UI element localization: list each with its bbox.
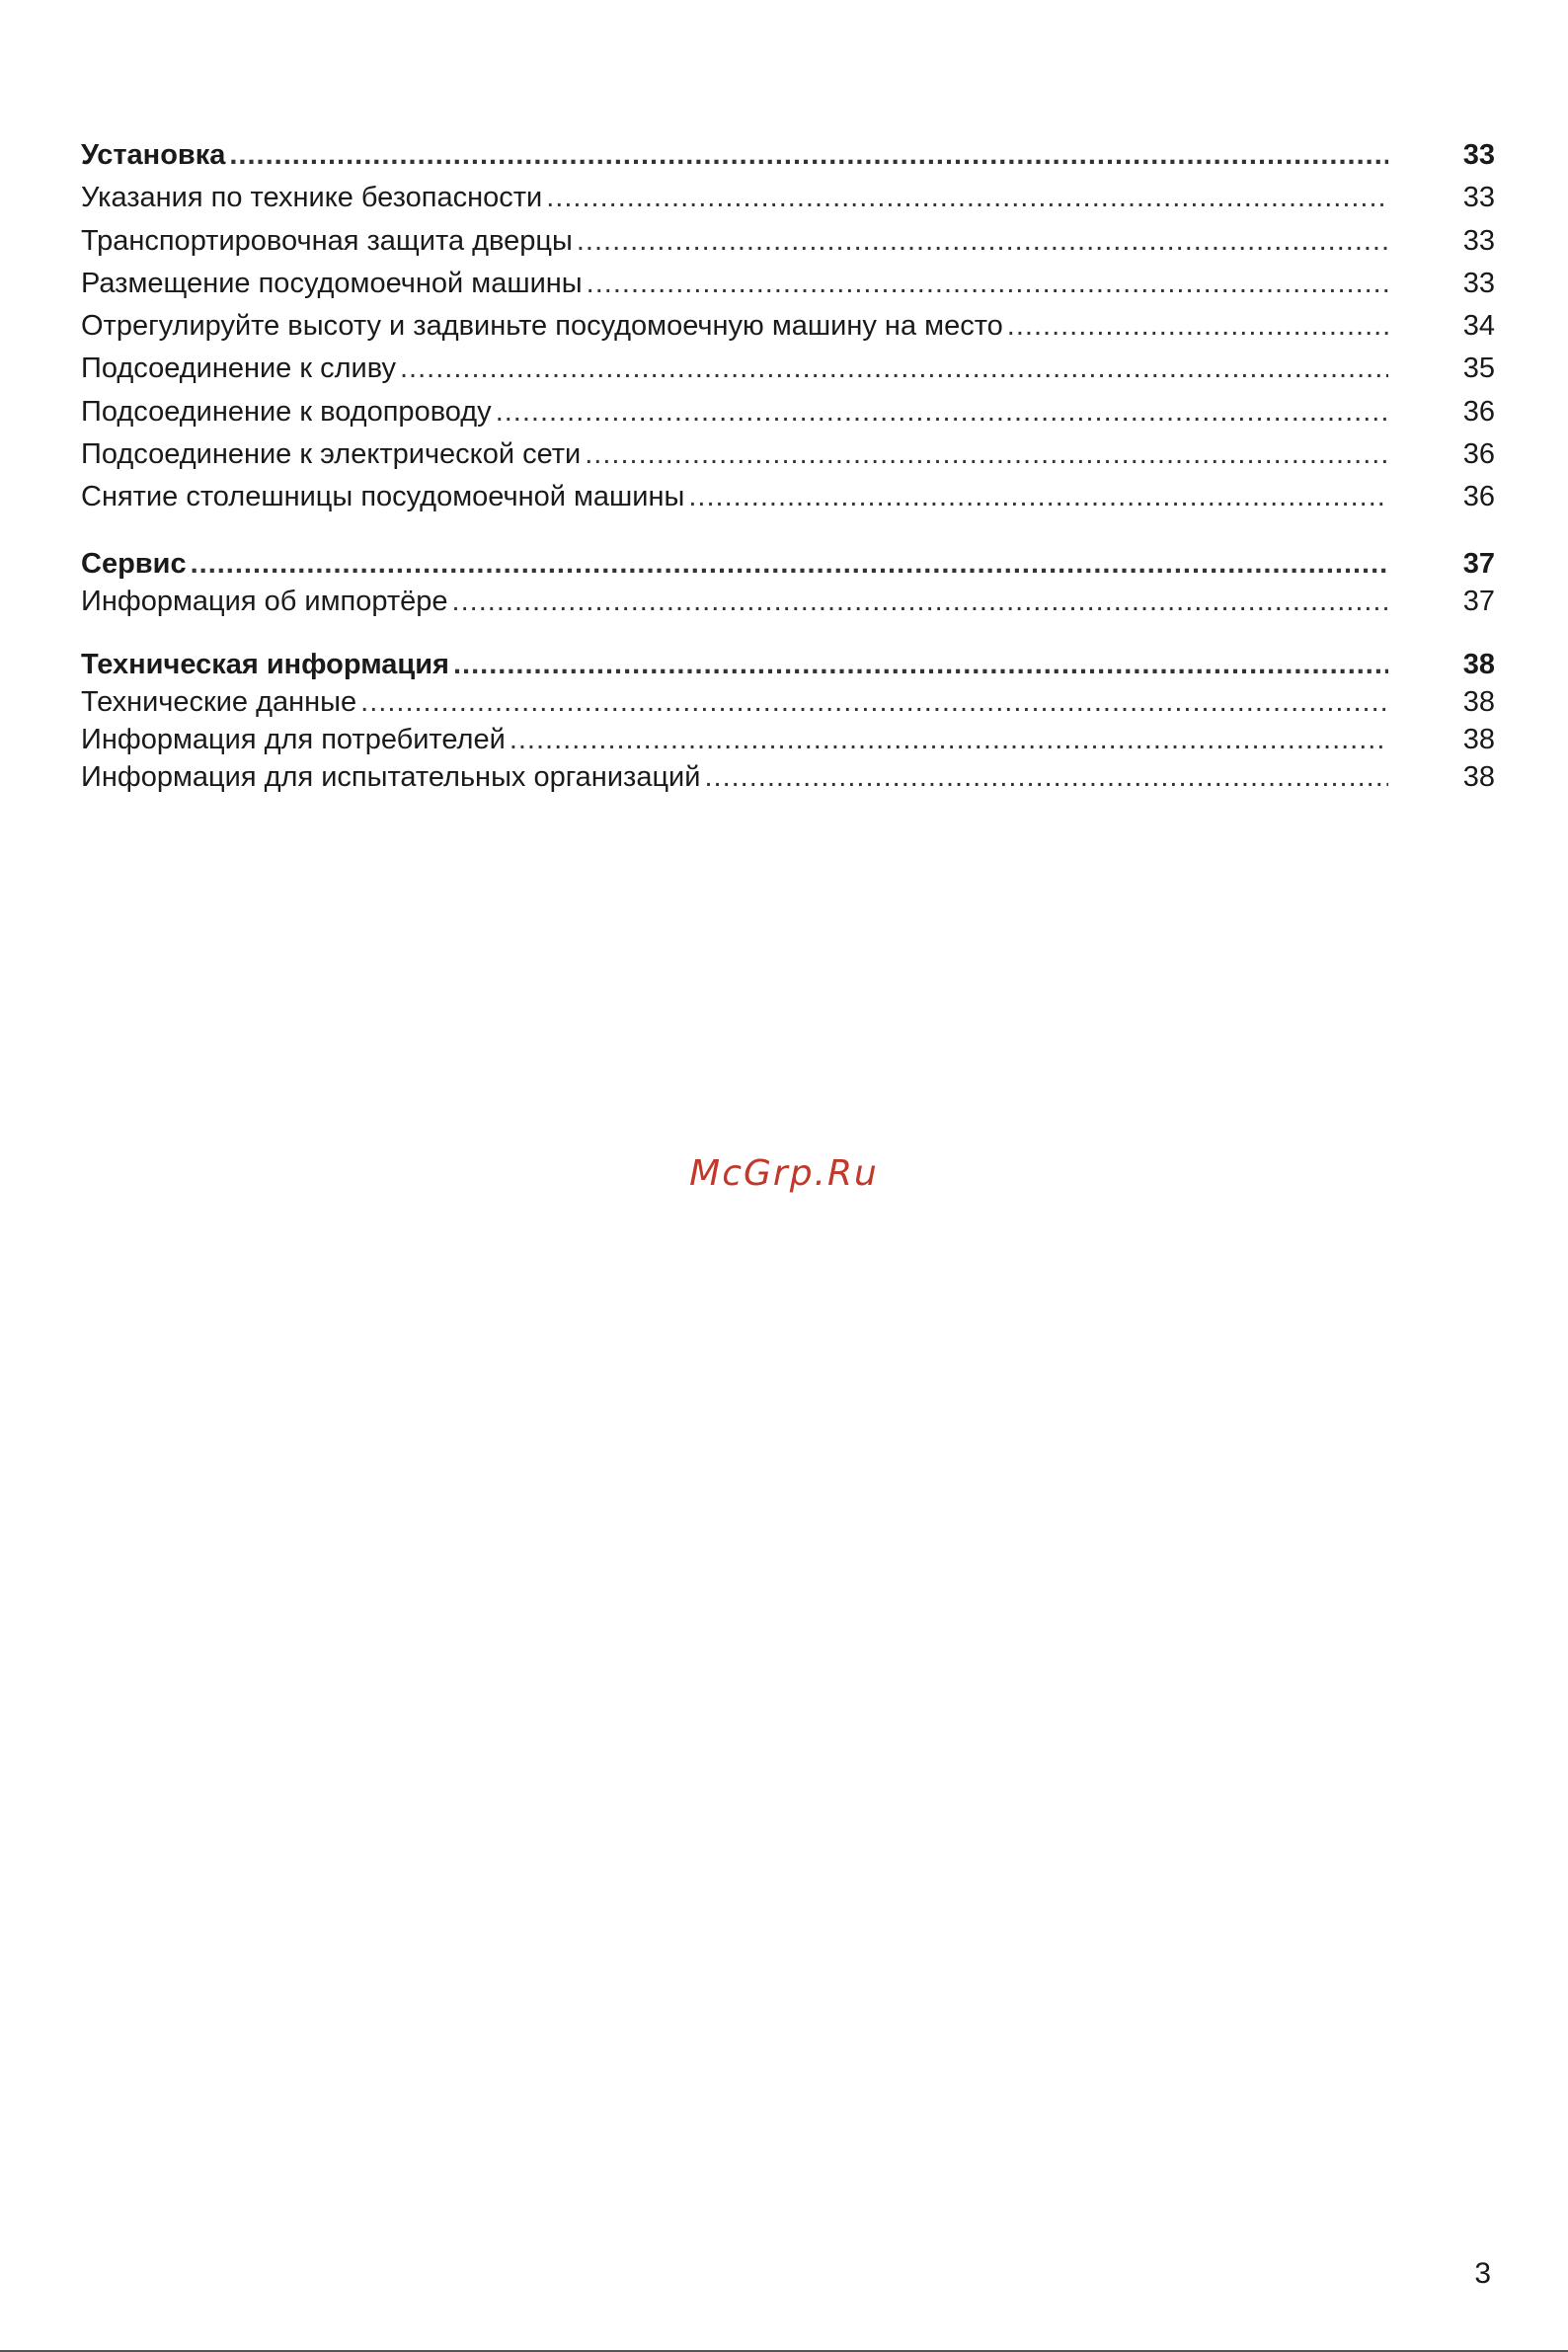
toc-heading-title: Техническая информация bbox=[81, 648, 449, 680]
toc-item-page: 37 bbox=[1462, 585, 1495, 617]
toc-item-page: 36 bbox=[1462, 481, 1495, 513]
toc-item[interactable] bbox=[81, 263, 1495, 305]
watermark: McGrp.Ru bbox=[689, 1153, 879, 1194]
toc-heading-title: Установка bbox=[81, 139, 226, 171]
toc-item-title: Информация об импортёре bbox=[81, 585, 448, 617]
toc-item-title: Отрегулируйте высоту и задвиньте посудомоечную машину на место bbox=[81, 310, 1003, 343]
dot-leader bbox=[1007, 305, 1388, 348]
dot-leader bbox=[400, 348, 1388, 390]
toc-item[interactable] bbox=[81, 305, 1495, 348]
toc-item-page: 33 bbox=[1462, 224, 1495, 257]
toc-item[interactable] bbox=[81, 683, 1495, 721]
toc-section-installation bbox=[81, 134, 1495, 519]
toc-item-title: Информация для испытательных организаций bbox=[81, 760, 701, 793]
toc-item-page: 33 bbox=[1462, 267, 1495, 299]
page-number: 3 bbox=[1474, 2257, 1491, 2290]
table-of-contents bbox=[81, 134, 1495, 796]
toc-item-title: Указания по технике безопасности bbox=[81, 182, 543, 214]
toc-item[interactable] bbox=[81, 220, 1495, 263]
toc-item-page: 38 bbox=[1462, 723, 1495, 755]
toc-item[interactable] bbox=[81, 721, 1495, 758]
toc-item-page: 35 bbox=[1462, 353, 1495, 385]
toc-item-page: 36 bbox=[1462, 438, 1495, 471]
toc-item-title: Размещение посудомоечной машины bbox=[81, 267, 583, 299]
dot-leader bbox=[688, 476, 1388, 518]
dot-leader bbox=[191, 545, 1388, 583]
toc-item-page: 33 bbox=[1462, 182, 1495, 214]
toc-item[interactable] bbox=[81, 177, 1495, 219]
toc-item-title: Снятие столешницы посудомоечной машины bbox=[81, 481, 685, 513]
toc-item-page: 34 bbox=[1462, 310, 1495, 343]
toc-item-title: Технические данные bbox=[81, 685, 357, 718]
toc-item-title: Транспортировочная защита дверцы bbox=[81, 224, 573, 257]
dot-leader bbox=[546, 177, 1388, 219]
toc-heading[interactable] bbox=[81, 646, 1495, 683]
toc-item-title: Подсоединение к электрической сети bbox=[81, 438, 582, 471]
dot-leader bbox=[452, 583, 1388, 620]
toc-item-page: 38 bbox=[1462, 685, 1495, 718]
toc-heading-page: 33 bbox=[1462, 139, 1495, 171]
toc-item-title: Информация для потребителей bbox=[81, 723, 506, 755]
dot-leader bbox=[496, 391, 1388, 433]
dot-leader bbox=[585, 433, 1388, 476]
dot-leader bbox=[704, 758, 1388, 796]
toc-item[interactable] bbox=[81, 433, 1495, 476]
dot-leader bbox=[587, 263, 1388, 305]
dot-leader bbox=[510, 721, 1388, 758]
toc-heading-page: 38 bbox=[1462, 648, 1495, 680]
dot-leader bbox=[360, 683, 1388, 721]
toc-item[interactable] bbox=[81, 391, 1495, 433]
toc-item[interactable] bbox=[81, 758, 1495, 796]
toc-item[interactable] bbox=[81, 476, 1495, 518]
toc-section-technical-info bbox=[81, 646, 1495, 796]
toc-heading[interactable] bbox=[81, 134, 1495, 177]
dot-leader bbox=[229, 134, 1388, 177]
toc-item-page: 36 bbox=[1462, 395, 1495, 428]
toc-item[interactable] bbox=[81, 348, 1495, 390]
toc-heading-title: Сервис bbox=[81, 547, 187, 580]
toc-item[interactable] bbox=[81, 583, 1495, 620]
dot-leader bbox=[453, 646, 1388, 683]
toc-section-service bbox=[81, 545, 1495, 620]
toc-item-page: 38 bbox=[1462, 760, 1495, 793]
toc-item-title: Подсоединение к водопроводу bbox=[81, 395, 492, 428]
toc-item-title: Подсоединение к сливу bbox=[81, 353, 396, 385]
dot-leader bbox=[577, 220, 1388, 263]
toc-heading[interactable] bbox=[81, 545, 1495, 583]
toc-heading-page: 37 bbox=[1462, 547, 1495, 580]
